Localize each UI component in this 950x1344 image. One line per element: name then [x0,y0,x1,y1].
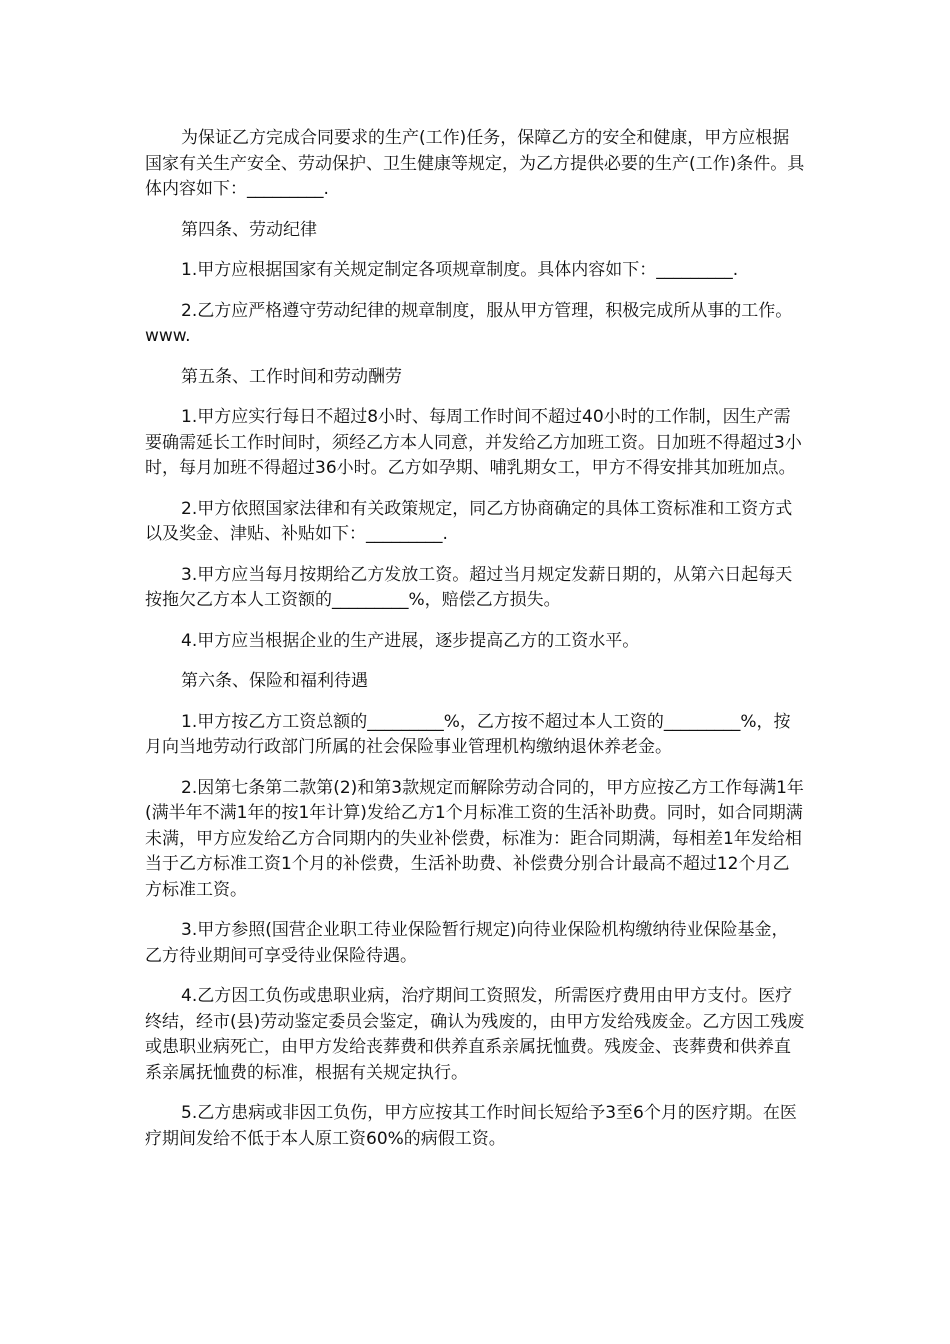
paragraph-6-3: 3.甲方参照(国营企业职工待业保险暂行规定)向待业保险机构缴纳待业保险基金，乙方待业期间可享受待业保险待遇。 [145,920,789,966]
paragraph-4-2: 2.乙方应严格遵守劳动纪律的规章制度，服从甲方管理，积极完成所从事的工作。www. [145,300,793,346]
paragraph-5-3: 3.甲方应当每月按期给乙方发放工资。超过当月规定发薪日期的，从第六日起每天按拖欠乙方本人工资额的_________%，赔偿乙方损失。 [145,564,793,610]
heading-article-5: 第五条、工作时间和劳动酬劳 [181,366,402,387]
paragraph-6-1: 1.甲方按乙方工资总额的_________%，乙方按不超过本人工资的_________%，按月向当地劳动行政部门所属的社会保险事业管理机构缴纳退休养老金。 [145,711,791,757]
paragraph-5-1: 1.甲方应实行每日不超过8小时、每周工作时间不超过40小时的工作制，因生产需要确需延长工作时间时，须经乙方本人同意，并发给乙方加班工资。日加班不得超过3小时，每月加班不得超过36小时。乙方如孕期、哺乳期女工，甲方不得安排其加班加点。 [145,407,802,478]
paragraph-6-4: 4.乙方因工负伤或患职业病，治疗期间工资照发，所需医疗费用由甲方支付。医疗终结，经市(县)劳动鉴定委员会鉴定，确认为残废的，由甲方发给残废金。乙方因工残废或患职业病死亡，由甲方发给丧葬费和供养直系亲属抚恤费。残废金、丧葬费和供养直系亲属抚恤费的标准，根据有关规定执行。 [145,986,805,1083]
paragraph-5-2: 2.甲方依照国家法律和有关政策规定，同乙方协商确定的具体工资标准和工资方式以及奖金、津贴、补贴如下：_________. [145,498,793,544]
heading-article-6: 第六条、保险和福利待遇 [181,671,368,691]
paragraph-4-1: 1.甲方应根据国家有关规定制定各项规章制度。具体内容如下：_________. [181,260,739,280]
paragraph-6-2: 2.因第七条第二款第(2)和第3款规定而解除劳动合同的，甲方应按乙方工作每满1年(满半年不满1年的按1年计算)发给乙方1个月标准工资的生活补助费。同时，如合同期满未满，甲方应发给乙方合同期内的失业补偿费，标准为：距合同期满，每相差1年发给相当于乙方标准工资1个月的补偿费，生活补助费、补偿费分别合计最高不超过12个月乙方标准工资。 [145,777,804,900]
paragraph-6-5: 5.乙方患病或非因工负伤，甲方应按其工作时间长短给予3至6个月的医疗期。在医疗期间发给不低于本人原工资60%的病假工资。 [145,1103,797,1149]
document-body [145,126,805,1167]
paragraph-working-conditions: 为保证乙方完成合同要求的生产(工作)任务，保障乙方的安全和健康，甲方应根据国家有关生产安全、劳动保护、卫生健康等规定，为乙方提供必要的生产(工作)条件。具体内容如下：_________. [145,128,805,199]
heading-article-4: 第四条、劳动纪律 [181,219,317,240]
paragraph-5-4: 4.甲方应当根据企业的生产进展，逐步提高乙方的工资水平。 [181,630,640,651]
